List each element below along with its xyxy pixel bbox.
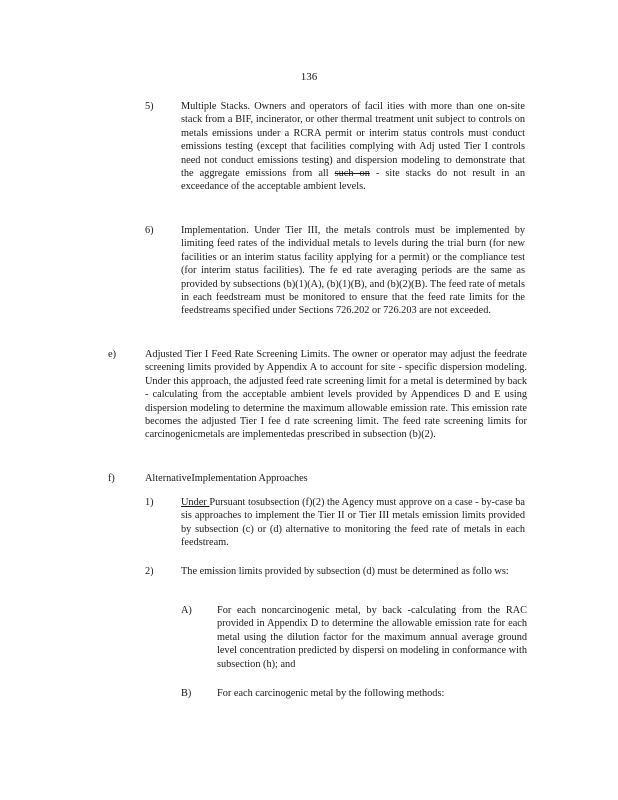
item-text: Under Pursuant tosubsection (f)(2) the Agency must approve on a case - by-case ba sis approaches to implement the Tier II or Tier III metals emission limits provided by subsection (c) or (d) alternative to monitoring the feed rate of metals in each feedstream. bbox=[181, 497, 525, 549]
item-label: f) bbox=[108, 473, 115, 484]
item-text: Implementation. Under Tier III, the metals controls must be implemented by limiting feed rates of the individual metals to levels during the trial burn (for new facilities or an interim status facility applying for a permit) or the compliance test (for interim status facilities). The fe ed rate averaging periods are the same as provided by subsections (b)(1)(A), (b)(1)(B), and (b)(2)(B). The feed rate of metals in each feedstream must be monitored to ensure that the feed rate limits for the feedstreams specified under Sections 726.202 or 726.203 are not exceeded. bbox=[181, 225, 525, 317]
item-text: The emission limits provided by subsection (d) must be determined as follo ws: bbox=[181, 566, 509, 577]
struck-text: such on bbox=[334, 168, 370, 180]
item-label: e) bbox=[108, 349, 116, 360]
item-label: B) bbox=[181, 688, 192, 699]
item-text: Adjusted Tier I Feed Rate Screening Limits. The owner or operator may adjust the feedrate screening limits provided by Appendix A to account for site - specific dispersion modeling. Under this approach, the adjusted feed rate screening limit for a metal is determined by back - calculating from the acceptable ambient levels provided by Appendices D and E using dispersion modeling to determine the maximum allowable emission rate. This emission rate becomes the adjusted Tier I fee d rate screening limit. The feed rate screening limits for carcinogenicmetals are implementedas prescribed in subsection (b)(2). bbox=[145, 349, 527, 441]
item-label: 6) bbox=[145, 225, 154, 236]
page-number: 136 bbox=[300, 71, 318, 83]
item-text: Multiple Stacks. Owners and operators of facil ities with more than one on-site stack from a BIF, incinerator, or other thermal treatment unit subject to controls on metals emissions under a RCRA permit or interim status controls must conduct emissions testing (except that facilities complying with Adj usted Tier I controls need not conduct emissions testing) and dispersion modeling to demonstrate that the aggregate emissions from all such on - site stacks do not result in an exceedance of the acceptable ambient levels. bbox=[181, 101, 526, 193]
item-label: 5) bbox=[145, 101, 154, 112]
item-text: For each carcinogenic metal by the following methods: bbox=[217, 688, 445, 699]
item-text: For each noncarcinogenic metal, by back -calculating from the RAC provided in Appendix D to determine the allowable emission rate for each metal using the dilution factor for the maximum annual average ground level concentration predicted by dispersi on modeling in conformance with subsection (h); and bbox=[217, 605, 527, 670]
item-label: A) bbox=[181, 605, 192, 616]
item-heading: AlternativeImplementation Approaches bbox=[145, 473, 308, 484]
underlined-text: Under bbox=[181, 497, 210, 508]
item-label: 1) bbox=[145, 497, 154, 508]
item-label: 2) bbox=[145, 566, 154, 577]
